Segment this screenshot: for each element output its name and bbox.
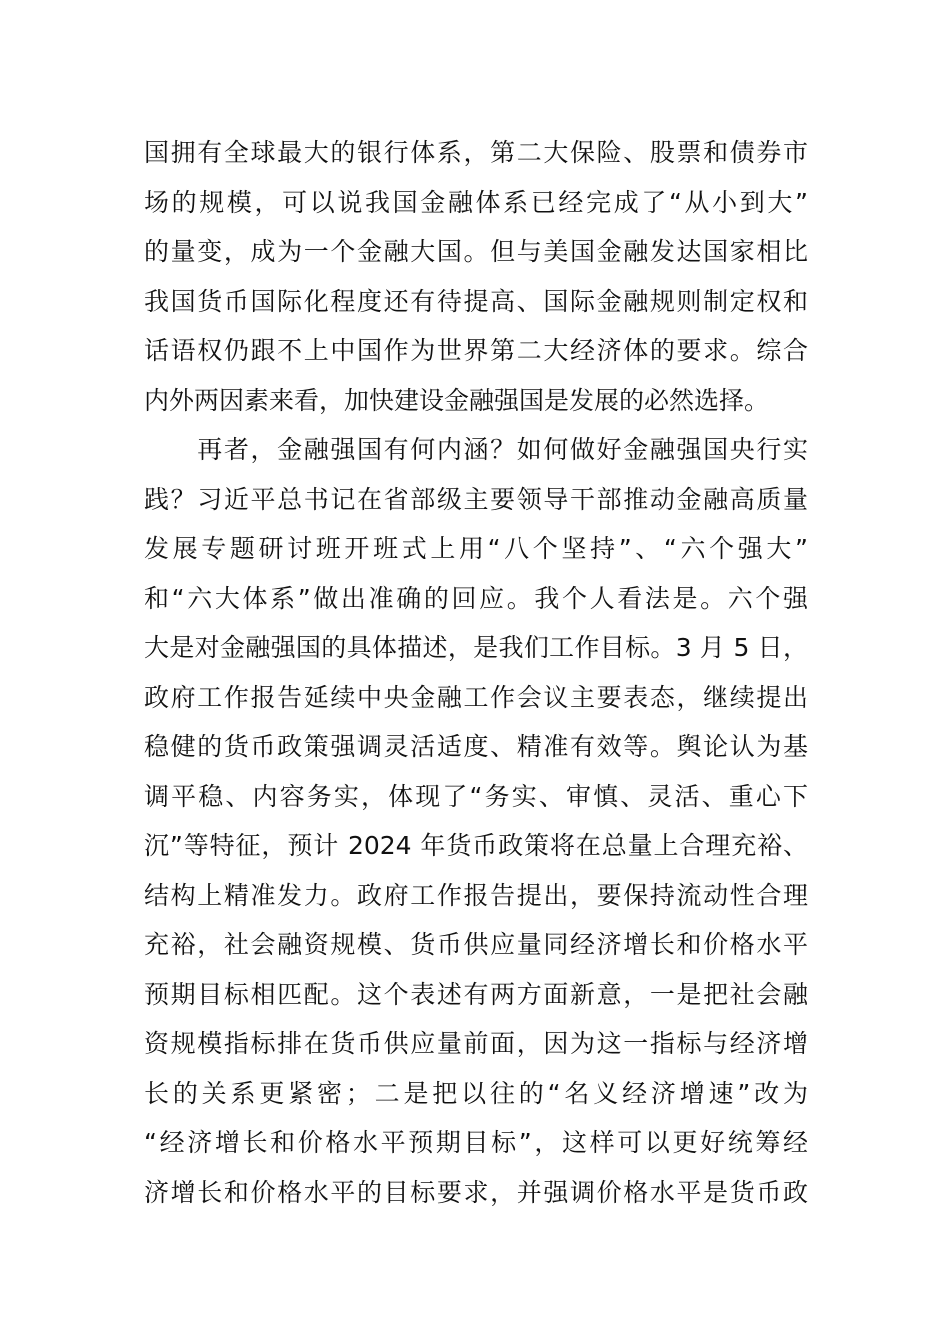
text-line: 我国货币国际化程度还有待提高、国际金融规则制定权和 — [144, 286, 808, 316]
text-line: 践？习近平总书记在省部级主要领导干部推动金融高质量 — [144, 484, 808, 514]
text-line: 预期目标相匹配。这个表述有两方面新意，一是把社会融 — [144, 979, 808, 1009]
text-line: 长的关系更紧密；二是把以往的“名义经济增速”改为 — [144, 1078, 808, 1108]
text-line: 再者，金融强国有何内涵？如何做好金融强国央行实 — [144, 435, 808, 464]
text-line: 充裕，社会融资规模、货币供应量同经济增长和价格水平 — [144, 930, 808, 959]
text-line: 和“六大体系”做出准确的回应。我个人看法是。六个强 — [144, 583, 808, 613]
body-text — [144, 128, 808, 1217]
text-line: 大是对金融强国的具体描述，是我们工作目标。3 月 5 日， — [144, 633, 808, 662]
text-line: 国拥有全球最大的银行体系，第二大保险、股票和债券市 — [144, 138, 808, 167]
text-line: 的量变，成为一个金融大国。但与美国金融发达国家相比 — [144, 237, 808, 266]
text-line: 结构上精准发力。政府工作报告提出，要保持流动性合理 — [144, 880, 808, 910]
text-line: 沉”等特征，预计 2024 年货币政策将在总量上合理充裕、 — [144, 831, 808, 860]
text-line: 发展专题研讨班开班式上用“八个坚持”、“六个强大” — [144, 534, 808, 563]
text-line: “经济增长和价格水平预期目标”，这样可以更好统筹经 — [144, 1128, 808, 1157]
text-line: 场的规模，可以说我国金融体系已经完成了“从小到大” — [144, 187, 808, 217]
text-line: 稳健的货币政策强调灵活适度、精准有效等。舆论认为基 — [144, 732, 808, 761]
text-line: 内外两因素来看，加快建设金融强国是发展的必然选择。 — [144, 385, 770, 415]
text-line: 话语权仍跟不上中国作为世界第二大经济体的要求。综合 — [144, 336, 808, 365]
text-line: 调平稳、内容务实，体现了“务实、审慎、灵活、重心下 — [144, 781, 808, 811]
text-line: 济增长和价格水平的目标要求，并强调价格水平是货币政 — [144, 1177, 808, 1207]
text-line: 政府工作报告延续中央金融工作会议主要表态，继续提出 — [144, 682, 808, 712]
text-line: 资规模指标排在货币供应量前面，因为这一指标与经济增 — [144, 1029, 808, 1058]
